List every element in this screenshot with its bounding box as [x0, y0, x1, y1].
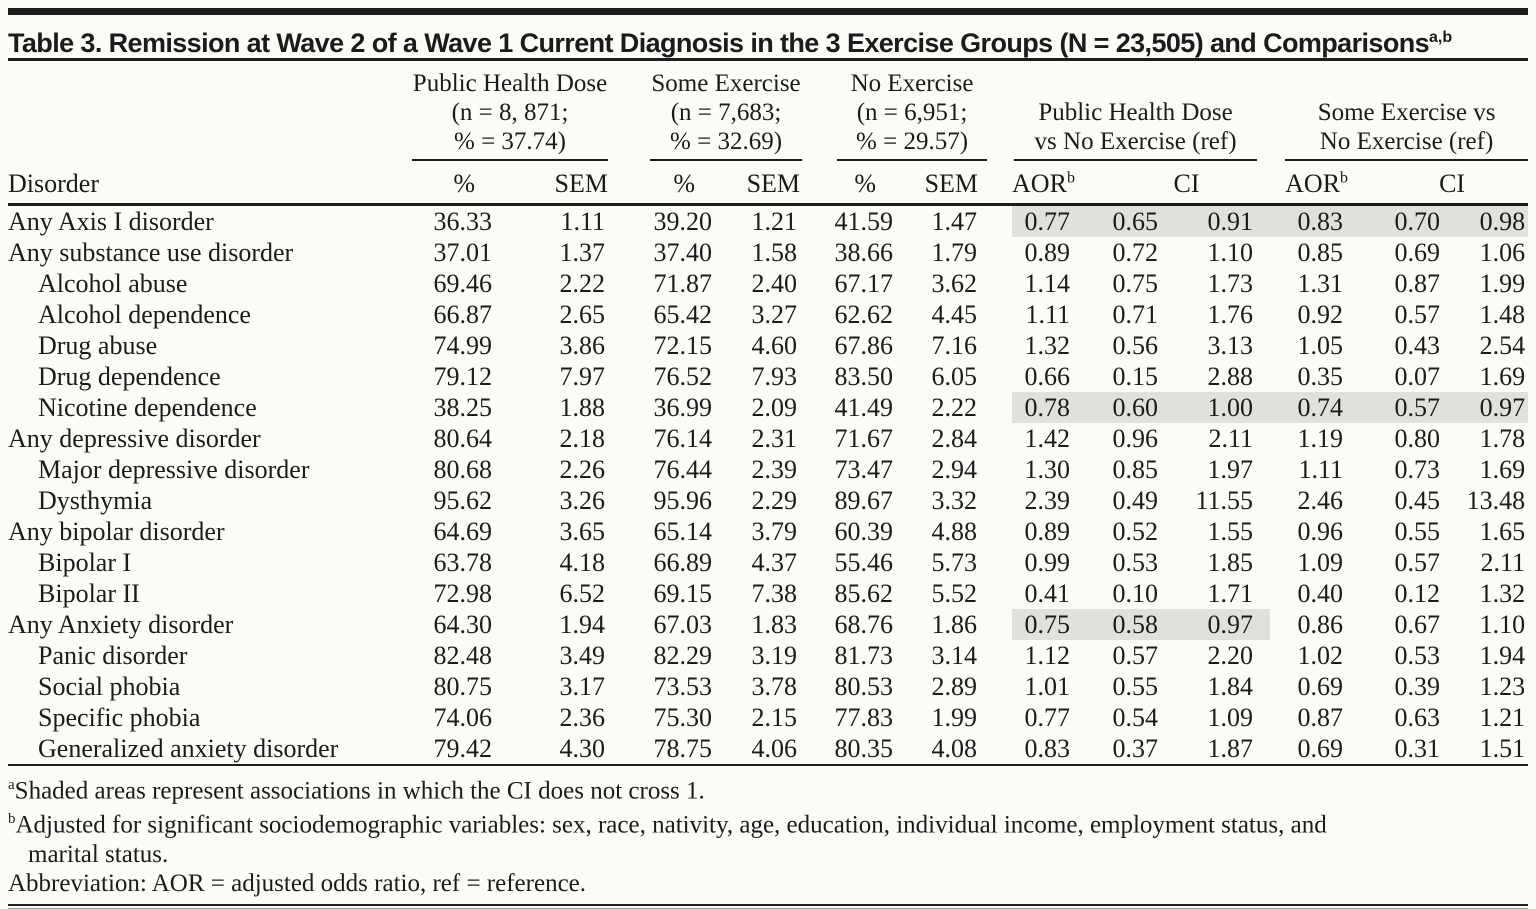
ci-high-phd-cell: 1.10: [1207, 238, 1254, 267]
disorder-label: Alcohol abuse: [38, 269, 188, 298]
aor-footnote-marker: b: [1066, 169, 1075, 187]
comparison-header-line: Public Health Dose: [1038, 99, 1233, 126]
ci-low-se-cell: 0.57: [1348, 392, 1445, 423]
table-row: [8, 205, 1528, 238]
phd-sem-cell: 6.52: [559, 579, 606, 608]
comparison-header-phd-vs-no-exercise: [1012, 61, 1270, 161]
se-pct-cell: 37.40: [653, 238, 713, 267]
comparison-header-some-vs-no-exercise: [1270, 61, 1528, 161]
phd-sem-cell: 2.22: [559, 269, 606, 298]
aor-phd-cell: 0.77: [1012, 205, 1075, 238]
column-header-aor-phd: AOR$^b$: [1012, 161, 1075, 205]
ne-pct-cell: 55.46: [834, 548, 894, 577]
ne-pct-cell: 73.47: [834, 455, 894, 484]
disorder-label: Bipolar II: [38, 579, 140, 608]
ne-pct-cell: 62.62: [834, 300, 894, 329]
phd-sem-cell: 4.18: [559, 548, 606, 577]
ci-high-se-cell: 1.51: [1445, 733, 1528, 765]
phd-pct-cell: 36.33: [433, 207, 492, 236]
se-sem-cell: 1.21: [751, 207, 798, 236]
ci-low-se-cell: 0.87: [1394, 269, 1441, 298]
ne-pct-cell: 41.59: [834, 207, 894, 236]
table-row: [8, 423, 1528, 454]
se-sem-cell: 2.15: [751, 703, 798, 732]
ci-high-phd-cell: 1.09: [1207, 703, 1254, 732]
ci-low-se-cell: 0.53: [1394, 641, 1441, 670]
ne-pct-cell: 81.73: [834, 641, 894, 670]
ci-low-phd-cell: 0.10: [1112, 579, 1159, 608]
disorder-label: Major depressive disorder: [38, 455, 310, 484]
ci-low-se-cell: 0.73: [1394, 455, 1441, 484]
ci-high-se-cell: 1.69: [1479, 362, 1526, 391]
ne-pct-cell: 60.39: [834, 517, 894, 546]
ci-low-se-cell: 0.63: [1394, 703, 1441, 732]
se-pct-cell: 65.14: [653, 517, 713, 546]
aor-phd-cell: 0.78: [1012, 392, 1075, 423]
ci-low-se-cell: 0.57: [1394, 548, 1441, 577]
phd-pct-cell: 80.75: [433, 672, 492, 701]
ci-low-phd-cell: 0.49: [1112, 486, 1159, 515]
se-sem-cell: 2.31: [751, 424, 798, 453]
se-sem-cell: 1.58: [751, 238, 798, 267]
ci-low-se-cell: 0.39: [1394, 672, 1441, 701]
phd-pct-cell: 64.69: [433, 517, 492, 546]
remission-table: [8, 61, 1528, 766]
ci-low-se-cell: 0.70: [1348, 205, 1445, 238]
ci-low-phd-cell: 0.65: [1075, 205, 1163, 238]
se-sem-cell: 2.40: [751, 269, 798, 298]
column-header-ci-phd: CI: [1075, 161, 1270, 205]
ci-high-phd-cell: 1.84: [1207, 672, 1254, 701]
phd-pct-cell: 74.99: [433, 331, 492, 360]
ci-high-phd-cell: 1.71: [1207, 579, 1254, 608]
ci-low-phd-cell: 0.56: [1112, 331, 1159, 360]
ne-sem-cell: 7.16: [931, 331, 978, 360]
table-title: [8, 20, 1528, 56]
ci-high-se-cell: 1.78: [1479, 424, 1526, 453]
phd-pct-cell: 69.46: [433, 269, 492, 298]
table-row: [8, 392, 1528, 423]
aor-se-cell: 0.83: [1270, 205, 1348, 238]
phd-sem-cell: 2.18: [559, 424, 606, 453]
table-row: [8, 702, 1528, 733]
aor-phd-cell: 0.89: [1024, 517, 1071, 546]
ci-low-phd-cell: 0.57: [1112, 641, 1159, 670]
ne-pct-cell: 85.62: [834, 579, 894, 608]
ci-low-phd-cell: 0.96: [1112, 424, 1159, 453]
phd-sem-cell: 1.94: [559, 610, 606, 639]
table-row: [8, 578, 1528, 609]
aor-phd-cell: 0.89: [1024, 238, 1071, 267]
se-sem-cell: 1.83: [751, 610, 798, 639]
table-row: [8, 361, 1528, 392]
ne-sem-cell: 1.99: [931, 703, 978, 732]
ci-low-phd-cell: 0.37: [1075, 733, 1163, 765]
abbreviation-note: Abbreviation: AOR = adjusted odds ratio, ref = reference.: [8, 869, 587, 897]
ne-pct-cell: 83.50: [834, 362, 894, 391]
ne-pct-cell: 77.83: [834, 703, 894, 732]
group-header-some-exercise: [610, 61, 802, 161]
se-sem-cell: 3.19: [751, 641, 798, 670]
column-header-disorder: Disorder: [8, 161, 404, 205]
aor-phd-cell: 1.01: [1024, 672, 1071, 701]
ci-low-phd-cell: 0.85: [1112, 455, 1159, 484]
disorder-header-spacer: [8, 61, 404, 161]
ci-low-se-cell: 0.69: [1394, 238, 1441, 267]
top-rule: [8, 8, 1528, 15]
se-sem-cell: 4.37: [751, 548, 798, 577]
phd-sem-cell: 1.37: [559, 238, 606, 267]
ci-high-se-cell: 1.10: [1479, 610, 1526, 639]
disorder-label: Alcohol dependence: [38, 300, 251, 329]
table-title-footnote-marker: a,b: [1429, 29, 1453, 46]
ci-high-se-cell: 1.48: [1479, 300, 1526, 329]
ci-high-phd-cell: 3.13: [1207, 331, 1254, 360]
aor-se-cell: 1.11: [1298, 455, 1344, 484]
group-header-line: Public Health Dose: [412, 70, 608, 97]
aor-se-cell: 0.87: [1297, 703, 1344, 732]
phd-sem-cell: 3.65: [559, 517, 606, 546]
ne-pct-cell: 38.66: [834, 238, 894, 267]
phd-pct-cell: 80.68: [433, 455, 492, 484]
aor-se-cell: 1.31: [1297, 269, 1344, 298]
se-pct-cell: 76.44: [653, 455, 713, 484]
ci-high-phd-cell: 1.85: [1207, 548, 1254, 577]
phd-pct-cell: 37.01: [433, 238, 492, 267]
ci-low-se-cell: 0.31: [1348, 733, 1445, 765]
ci-low-phd-cell: 0.58: [1075, 609, 1163, 640]
comparison-header-line: No Exercise (ref): [1319, 128, 1494, 155]
table-row: [8, 547, 1528, 578]
ci-high-se-cell: 2.54: [1479, 331, 1526, 360]
ci-high-phd-cell: 1.73: [1207, 269, 1254, 298]
group-header-line: (n = 7,683;: [670, 99, 782, 126]
ne-pct-cell: 71.67: [834, 424, 894, 453]
se-pct-cell: 39.20: [653, 207, 713, 236]
aor-se-cell: 1.02: [1297, 641, 1344, 670]
aor-se-cell: 0.74: [1270, 392, 1348, 423]
ne-pct-cell: 80.35: [802, 733, 898, 765]
ci-high-phd-cell: 2.20: [1207, 641, 1254, 670]
comparison-header-line: vs No Exercise (ref): [1034, 128, 1237, 155]
ci-high-se-cell: 1.06: [1479, 238, 1526, 267]
disorder-label: Dysthymia: [38, 486, 153, 515]
footnotes: [8, 771, 1528, 898]
se-sem-cell: 4.60: [751, 331, 798, 360]
ne-sem-cell: 2.22: [931, 393, 978, 422]
phd-pct-cell: 72.98: [433, 579, 492, 608]
group-header-line: % = 37.74): [454, 128, 566, 155]
footnote-b: $^b$Adjusted for significant sociodemographic variables: sex, race, nativity, age, education, individual income, employment status, and marital status.: [8, 811, 1327, 868]
table-row: [8, 671, 1528, 702]
group-header-line: % = 32.69): [670, 128, 783, 155]
se-pct-cell: 66.89: [653, 548, 713, 577]
aor-phd-cell: 1.14: [1024, 269, 1071, 298]
aor-se-cell: 0.86: [1297, 610, 1344, 639]
ci-low-phd-cell: 0.53: [1112, 548, 1159, 577]
table-row: [8, 485, 1528, 516]
table-row: [8, 268, 1528, 299]
phd-pct-cell: 80.64: [433, 424, 492, 453]
disorder-label: Any depressive disorder: [8, 424, 261, 453]
ci-low-phd-cell: 0.60: [1075, 392, 1163, 423]
table-row: [8, 640, 1528, 671]
aor-phd-cell: 0.99: [1024, 548, 1071, 577]
ne-sem-cell: 4.08: [898, 733, 1012, 765]
se-sem-cell: 2.39: [751, 455, 798, 484]
aor-phd-cell: 1.12: [1024, 641, 1071, 670]
phd-pct-cell: 82.48: [433, 641, 492, 670]
aor-phd-cell: 2.39: [1024, 486, 1071, 515]
ne-sem-cell: 6.05: [931, 362, 978, 391]
ne-sem-cell: 3.14: [931, 641, 978, 670]
disorder-label: Any substance use disorder: [8, 238, 294, 267]
ci-low-se-cell: 0.12: [1394, 579, 1441, 608]
ci-high-phd-cell: 2.88: [1207, 362, 1254, 391]
disorder-label: Any bipolar disorder: [8, 517, 225, 546]
comparison-header-line: Some Exercise vs: [1317, 99, 1496, 126]
ci-low-se-cell: 0.55: [1394, 517, 1441, 546]
ci-high-phd-cell: 1.00: [1163, 392, 1270, 423]
phd-pct-cell: 74.06: [433, 703, 492, 732]
aor-se-cell: 0.85: [1297, 238, 1344, 267]
aor-footnote-marker: b: [1340, 169, 1349, 187]
aor-se-cell: 1.05: [1297, 331, 1344, 360]
ne-sem-cell: 5.73: [931, 548, 978, 577]
ci-high-phd-cell: 1.76: [1207, 300, 1254, 329]
ne-sem-cell: 3.32: [931, 486, 978, 515]
table-row: [8, 330, 1528, 361]
disorder-label: Drug dependence: [38, 362, 221, 391]
ne-pct-cell: 68.76: [834, 610, 894, 639]
aor-se-cell: 1.09: [1297, 548, 1344, 577]
ci-high-phd-cell: 11.55: [1195, 486, 1254, 515]
phd-sem-cell: 2.36: [559, 703, 606, 732]
ne-sem-cell: 1.47: [931, 207, 978, 236]
group-header-row: [8, 61, 1528, 161]
se-pct-cell: 76.14: [653, 424, 713, 453]
subheader-row: [8, 161, 1528, 205]
column-header-ci-se: CI: [1348, 161, 1528, 205]
group-header-line: No Exercise: [850, 70, 974, 97]
ci-high-se-cell: 1.69: [1479, 455, 1526, 484]
ci-low-se-cell: 0.45: [1394, 486, 1441, 515]
footnote-a: $^a$Shaded areas represent associations in which the CI does not cross 1.: [8, 777, 705, 805]
disorder-label: Nicotine dependence: [38, 393, 257, 422]
ci-low-se-cell: 0.67: [1394, 610, 1441, 639]
ne-sem-cell: 3.62: [931, 269, 978, 298]
phd-pct-cell: 79.12: [433, 362, 492, 391]
ci-high-phd-cell: 1.97: [1207, 455, 1254, 484]
column-header-phd-pct: %: [404, 161, 497, 205]
se-pct-cell: 36.99: [653, 393, 713, 422]
ci-low-phd-cell: 0.75: [1112, 269, 1159, 298]
phd-sem-cell: 2.26: [559, 455, 606, 484]
aor-phd-cell: 0.66: [1024, 362, 1071, 391]
se-pct-cell: 73.53: [653, 672, 713, 701]
ci-high-phd-cell: 1.87: [1163, 733, 1270, 765]
se-sem-cell: 7.93: [751, 362, 798, 391]
ci-high-phd-cell: 0.91: [1163, 205, 1270, 238]
table-row: [8, 454, 1528, 485]
ci-high-se-cell: 0.98: [1445, 205, 1528, 238]
aor-se-cell: 2.46: [1297, 486, 1344, 515]
ne-sem-cell: 2.94: [931, 455, 978, 484]
table-row: [8, 733, 1528, 765]
group-header-line: Some Exercise: [651, 70, 801, 97]
se-sem-cell: 3.27: [751, 300, 798, 329]
table-row: [8, 237, 1528, 268]
ci-high-se-cell: 1.99: [1479, 269, 1526, 298]
ci-high-se-cell: 1.21: [1479, 703, 1526, 732]
aor-se-cell: 0.96: [1297, 517, 1344, 546]
ne-sem-cell: 2.89: [931, 672, 978, 701]
disorder-label: Panic disorder: [38, 641, 188, 670]
group-header-line: (n = 8, 871;: [451, 99, 569, 126]
disorder-label: Drug abuse: [38, 331, 158, 360]
se-pct-cell: 71.87: [653, 269, 713, 298]
phd-sem-cell: 3.26: [559, 486, 606, 515]
se-pct-cell: 78.75: [610, 733, 717, 765]
ci-high-se-cell: 2.11: [1480, 548, 1526, 577]
aor-phd-cell: 0.83: [1012, 733, 1075, 765]
group-header-line: (n = 6,951;: [856, 99, 968, 126]
footnote-b-marker: b: [8, 811, 16, 828]
phd-pct-cell: 64.30: [433, 610, 492, 639]
table-row: [8, 299, 1528, 330]
se-pct-cell: 82.29: [653, 641, 713, 670]
se-sem-cell: 2.09: [751, 393, 798, 422]
se-sem-cell: 3.78: [751, 672, 798, 701]
ne-pct-cell: 89.67: [834, 486, 894, 515]
group-header-no-exercise: [802, 61, 1012, 161]
phd-sem-cell: 3.86: [559, 331, 606, 360]
ne-sem-cell: 1.86: [931, 610, 978, 639]
disorder-label: Any Axis I disorder: [8, 207, 214, 236]
ci-high-se-cell: 1.65: [1479, 517, 1526, 546]
ne-sem-cell: 1.79: [931, 238, 978, 267]
se-pct-cell: 72.15: [653, 331, 713, 360]
phd-sem-cell: 1.88: [559, 393, 606, 422]
aor-se-cell: 1.19: [1297, 424, 1344, 453]
ci-high-se-cell: 0.97: [1445, 392, 1528, 423]
ci-high-se-cell: 1.23: [1479, 672, 1526, 701]
disorder-label: Specific phobia: [38, 703, 201, 732]
table-row: [8, 516, 1528, 547]
disorder-label: Bipolar I: [38, 548, 132, 577]
ne-sem-cell: 4.45: [931, 300, 978, 329]
aor-se-cell: 0.35: [1297, 362, 1344, 391]
ci-low-se-cell: 0.80: [1394, 424, 1441, 453]
ci-low-se-cell: 0.07: [1394, 362, 1441, 391]
group-header-line: % = 29.57): [856, 128, 969, 155]
phd-sem-cell: 1.11: [560, 207, 606, 236]
ci-low-phd-cell: 0.71: [1112, 300, 1159, 329]
se-sem-cell: 7.38: [751, 579, 798, 608]
aor-phd-cell: 1.30: [1024, 455, 1071, 484]
aor-se-cell: 0.69: [1297, 672, 1344, 701]
aor-phd-cell: 0.41: [1024, 579, 1071, 608]
column-header-se-sem: SEM: [717, 161, 802, 205]
ci-high-phd-cell: 2.11: [1208, 424, 1254, 453]
phd-sem-cell: 2.65: [559, 300, 606, 329]
column-header-se-pct: %: [610, 161, 717, 205]
ci-high-se-cell: 13.48: [1466, 486, 1526, 515]
disorder-label: Social phobia: [38, 672, 181, 701]
ci-low-phd-cell: 0.72: [1112, 238, 1159, 267]
ci-low-se-cell: 0.57: [1394, 300, 1441, 329]
se-pct-cell: 67.03: [653, 610, 713, 639]
ci-high-phd-cell: 1.55: [1207, 517, 1254, 546]
table-title-text: Table 3. Remission at Wave 2 of a Wave 1 Current Diagnosis in the 3 Exercise Groups (N = 23,505) and Comparisons: [8, 28, 1430, 58]
se-pct-cell: 69.15: [653, 579, 713, 608]
ci-low-phd-cell: 0.15: [1112, 362, 1159, 391]
phd-pct-cell: 79.42: [404, 733, 497, 765]
phd-pct-cell: 95.62: [433, 486, 492, 515]
ne-pct-cell: 67.86: [834, 331, 894, 360]
column-header-phd-sem: SEM: [497, 161, 610, 205]
phd-pct-cell: 63.78: [433, 548, 492, 577]
se-pct-cell: 76.52: [653, 362, 713, 391]
ne-pct-cell: 41.49: [834, 393, 894, 422]
group-header-public-health-dose: [404, 61, 610, 161]
bottom-rule: [8, 904, 1528, 909]
ci-low-phd-cell: 0.55: [1112, 672, 1159, 701]
aor-phd-cell: 1.11: [1025, 300, 1071, 329]
aor-phd-cell: 0.75: [1012, 609, 1075, 640]
phd-sem-cell: 7.97: [559, 362, 606, 391]
se-pct-cell: 95.96: [653, 486, 713, 515]
se-sem-cell: 2.29: [751, 486, 798, 515]
aor-phd-cell: 1.42: [1024, 424, 1071, 453]
se-sem-cell: 4.06: [717, 733, 802, 765]
ne-sem-cell: 4.88: [931, 517, 978, 546]
se-sem-cell: 3.79: [751, 517, 798, 546]
aor-se-cell: 0.92: [1297, 300, 1344, 329]
footnote-a-marker: a: [8, 777, 15, 793]
table-row: [8, 609, 1528, 640]
column-header-ne-sem: SEM: [898, 161, 1012, 205]
aor-phd-cell: 0.77: [1024, 703, 1071, 732]
se-pct-cell: 65.42: [653, 300, 713, 329]
table-figure: [0, 8, 1536, 906]
ne-pct-cell: 80.53: [834, 672, 894, 701]
phd-sem-cell: 4.30: [497, 733, 610, 765]
ci-low-se-cell: 0.43: [1394, 331, 1441, 360]
column-header-aor-se: AOR$^b$: [1270, 161, 1348, 205]
ne-sem-cell: 2.84: [931, 424, 978, 453]
ci-high-se-cell: 1.94: [1479, 641, 1526, 670]
se-pct-cell: 75.30: [653, 703, 713, 732]
aor-se-cell: 0.40: [1297, 579, 1344, 608]
aor-phd-cell: 1.32: [1024, 331, 1071, 360]
ci-high-se-cell: 1.32: [1479, 579, 1526, 608]
phd-sem-cell: 3.49: [559, 641, 606, 670]
disorder-label: Generalized anxiety disorder: [8, 733, 404, 765]
ne-sem-cell: 5.52: [931, 579, 978, 608]
phd-sem-cell: 3.17: [559, 672, 606, 701]
disorder-label: Any Anxiety disorder: [8, 610, 234, 639]
ci-high-phd-cell: 0.97: [1163, 609, 1270, 640]
aor-se-cell: 0.69: [1270, 733, 1348, 765]
phd-pct-cell: 66.87: [433, 300, 492, 329]
ci-low-phd-cell: 0.54: [1112, 703, 1159, 732]
column-header-ne-pct: %: [802, 161, 898, 205]
ci-low-phd-cell: 0.52: [1112, 517, 1159, 546]
phd-pct-cell: 38.25: [433, 393, 492, 422]
ne-pct-cell: 67.17: [834, 269, 894, 298]
